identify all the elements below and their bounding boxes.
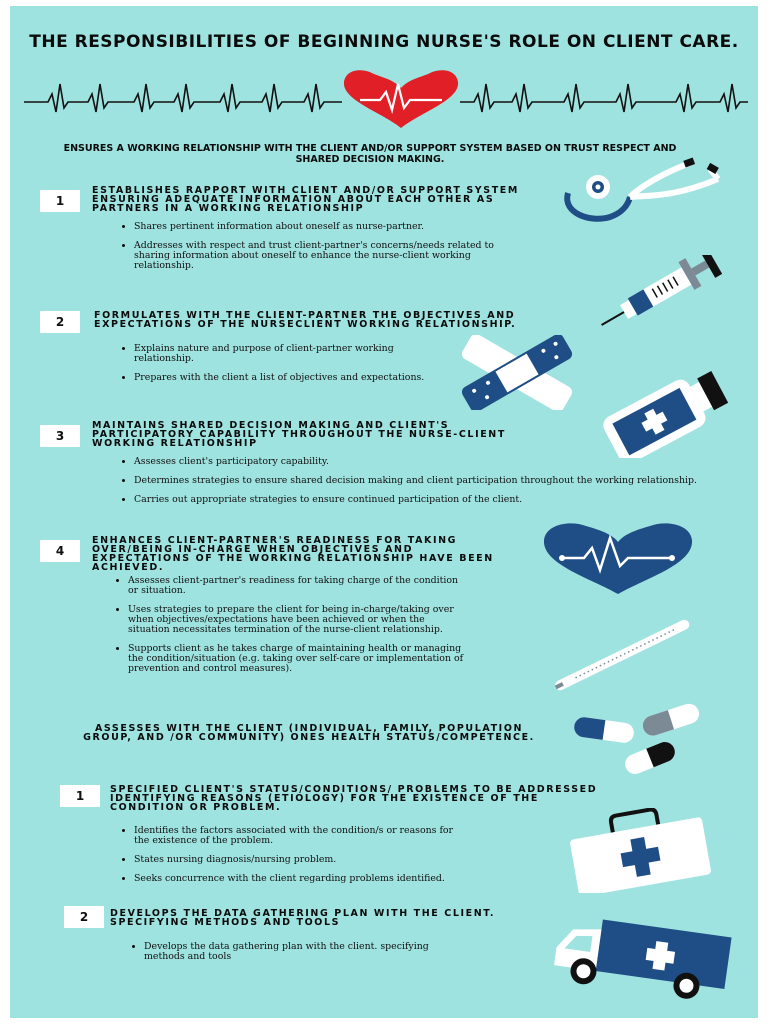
item-number-box: 2 — [40, 311, 80, 333]
item-number-box: 4 — [40, 540, 80, 562]
syringe-icon — [585, 255, 730, 330]
list-item: • Seeks concurrence with the client regarding problems identified. — [134, 874, 470, 884]
list-item: • Prepares with the client a list of objectives and expectations. — [134, 373, 438, 383]
list-item: • Determines strategies to ensure shared decision making and client participation throughout the working relationship. — [134, 476, 732, 486]
item-number-box: 1 — [40, 190, 80, 212]
first-aid-kit-icon — [565, 808, 715, 893]
list-item: • Assesses client-partner's readiness for taking charge of the condition or situation. — [128, 576, 464, 596]
medicine-bottle-icon — [595, 368, 735, 458]
list-item: • Develops the data gathering plan with the client. specifying methods and tools — [144, 942, 458, 962]
list-item: • Identifies the factors associated with the condition/s or reasons for the existence of the problem. — [134, 826, 470, 846]
list-item: • States nursing diagnosis/nursing problem. — [134, 855, 470, 865]
list-item: • Carries out appropriate strategies to ensure continued participation of the client. — [134, 495, 732, 505]
heartbeat-line-icon — [24, 70, 748, 130]
navy-heart-pulse-icon — [540, 520, 695, 595]
section-heading: ASSESSES WITH THE CLIENT (INDIVIDUAL, FAMILY, POPULATION GROUP, AND /OR COMMUNITY) ONES HEALTH STATUS/COMPETENCE. — [83, 723, 535, 743]
intro-statement: ENSURES A WORKING RELATIONSHIP WITH THE CLIENT AND/OR SUPPORT SYSTEM BASED ON TRUST RESPECT AND SHARED DECISION MAKING. — [63, 143, 677, 165]
ambulance-icon — [550, 915, 735, 1000]
item-heading: DEVELOPS THE DATA GATHERING PLAN WITH THE CLIENT. SPECIFYING METHODS AND TOOLS — [110, 908, 496, 928]
thermometer-icon — [540, 615, 700, 695]
item-heading: MAINTAINS SHARED DECISION MAKING AND CLIENT'S PARTICIPATORY CAPABILITY THROUGHOUT THE NURSE-CLIENT WORKING RELATIONSHIP — [92, 420, 506, 449]
item-heading: ESTABLISHES RAPPORT WITH CLIENT AND/OR SUPPORT SYSTEM ENSURING ADEQUATE INFORMATION ABOUT EACH OTHER AS PARTNERS IN A WORKING RELATIONSHIP — [92, 185, 519, 214]
page-title: THE RESPONSIBILITIES OF BEGINNING NURSE'S ROLE ON CLIENT CARE. — [29, 32, 739, 52]
item-number-box: 2 — [64, 906, 104, 928]
list-item: • Shares pertinent information about oneself as nurse-partner. — [134, 222, 498, 232]
item-heading: FORMULATES WITH THE CLIENT-PARTNER THE OBJECTIVES AND EXPECTATIONS OF THE NURSECLIENT WORKING RELATIONSHIP. — [94, 310, 517, 330]
list-item: • Supports client as he takes charge of maintaining health or managing the condition/situation (e.g. taking over self-care or implementation of prevention and control measures). — [128, 644, 464, 674]
list-item: • Addresses with respect and trust client-partner's concerns/needs related to sharing information about oneself to enhance the nurse-client working relationship. — [134, 241, 498, 271]
item-bullets — [118, 222, 498, 280]
item-heading: ENHANCES CLIENT-PARTNER'S READINESS FOR TAKING OVER/BEING IN-CHARGE WHEN OBJECTIVES AND EXPECTATIONS OF THE WORKING RELATIONSHIP HAVE BEEN ACHIEVED. — [92, 535, 494, 573]
item-bullets — [112, 576, 464, 683]
item-bullets — [118, 344, 438, 392]
bandage-icon — [455, 335, 580, 410]
item-bullets — [128, 942, 458, 971]
item-number-box: 3 — [40, 425, 80, 447]
item-heading: SPECIFIED CLIENT'S STATUS/CONDITIONS/ PROBLEMS TO BE ADDRESSED IDENTIFYING REASONS (ETIOLOGY) FOR THE EXISTENCE OF THE CONDITION OR PROBLEM. — [110, 784, 598, 813]
list-item: • Assesses client's participatory capability. — [134, 457, 732, 467]
list-item: • Uses strategies to prepare the client for being in-charge/taking over when objectives/expectations have been achieved or when the situation necessitates termination of the nurse-client relationship. — [128, 605, 464, 635]
stethoscope-icon — [560, 155, 730, 235]
pill-capsules-icon — [570, 700, 705, 782]
list-item: • Explains nature and purpose of client-partner working relationship. — [134, 344, 438, 364]
item-number-box: 1 — [60, 785, 100, 807]
item-bullets — [118, 457, 732, 514]
item-bullets — [118, 826, 470, 893]
